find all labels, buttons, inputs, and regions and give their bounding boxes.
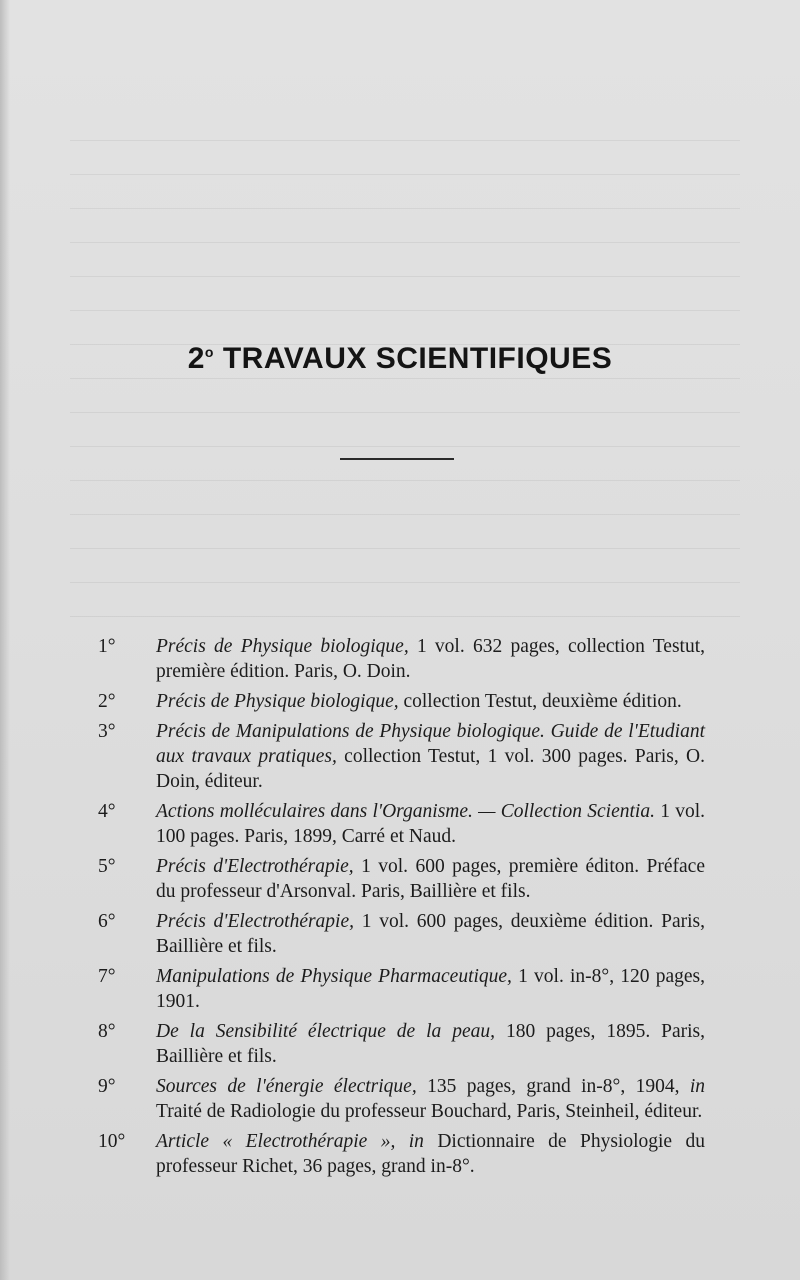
item-number: 3° [98,721,116,742]
item-title: Sources de l'énergie électrique, [156,1076,417,1097]
list-item [98,799,705,849]
list-item [98,854,705,904]
item-number: 10° [98,1131,126,1152]
item-title: Précis de Manipulations de Physique biologique. Guide de l'Etudiant aux travaux pratiques, [156,721,705,767]
item-number: 2° [98,691,116,712]
item-title: De la Sensibilité électrique de la peau, [156,1021,496,1042]
item-details-continued: Dictionnaire de Physiologie du professeur Richet, 36 pages, grand in-8°. [156,1131,705,1177]
list-item [98,689,705,714]
list-item [98,634,705,684]
item-details: 180 pages, 1895. Paris, Baillière et fils. [156,1021,705,1067]
item-number: 4° [98,801,116,822]
item-title: Précis d'Electrothérapie, [156,911,355,932]
page-edge-shadow [0,0,10,1280]
item-in-italic: in [408,1131,424,1152]
section-heading [0,342,800,376]
item-details-continued: Traité de Radiologie du professeur Bouchard, Paris, Steinheil, éditeur. [156,1101,703,1122]
works-list [98,634,705,1184]
item-number: 9° [98,1076,116,1097]
list-item [98,909,705,959]
item-number: 7° [98,966,116,987]
item-details: 1 vol. 600 pages, première éditon. Préface du professeur d'Arsonval. Paris, Baillière et fils. [156,856,705,902]
item-details: 1 vol. in-8°, 120 pages, 1901. [156,966,705,1012]
item-details: collection Testut, 1 vol. 300 pages. Paris, O. Doin, éditeur. [156,746,705,792]
item-details: 1 vol. 600 pages, deuxième édition. Paris, Baillière et fils. [156,911,705,957]
item-details [395,1131,408,1152]
list-item [98,1019,705,1069]
list-item [98,1074,705,1124]
item-title: Précis de Physique biologique, [156,636,409,657]
item-details: 135 pages, grand in-8°, 1904, [416,1076,690,1097]
item-details: 1 vol. 632 pages, collection Testut, première édition. Paris, O. Doin. [156,636,705,682]
section-number: 2$^o$ [187,342,214,375]
item-number: 5° [98,856,116,877]
item-details: 1 vol. 100 pages. Paris, 1899, Carré et Naud. [156,801,706,847]
item-number: 6° [98,911,116,932]
list-item [98,1129,705,1179]
item-title: Actions molléculaires dans l'Organisme. — Collection Scientia. [156,801,655,822]
item-in-italic: in [689,1076,706,1097]
item-title: Précis d'Electrothérapie, [156,856,354,877]
show-through-texture [70,140,740,620]
item-title: Article « Electrothérapie », [156,1131,396,1152]
list-item [98,964,705,1014]
heading-rule [340,458,454,460]
item-title: Manipulations de Physique Pharmaceutique, [156,966,512,987]
section-title: TRAVAUX SCIENTIFIQUES [222,342,613,375]
item-number: 1° [98,636,116,657]
item-details: collection Testut, deuxième édition. [398,691,682,712]
list-item [98,719,705,794]
item-number: 8° [98,1021,116,1042]
item-title: Précis de Physique biologique, [156,691,399,712]
